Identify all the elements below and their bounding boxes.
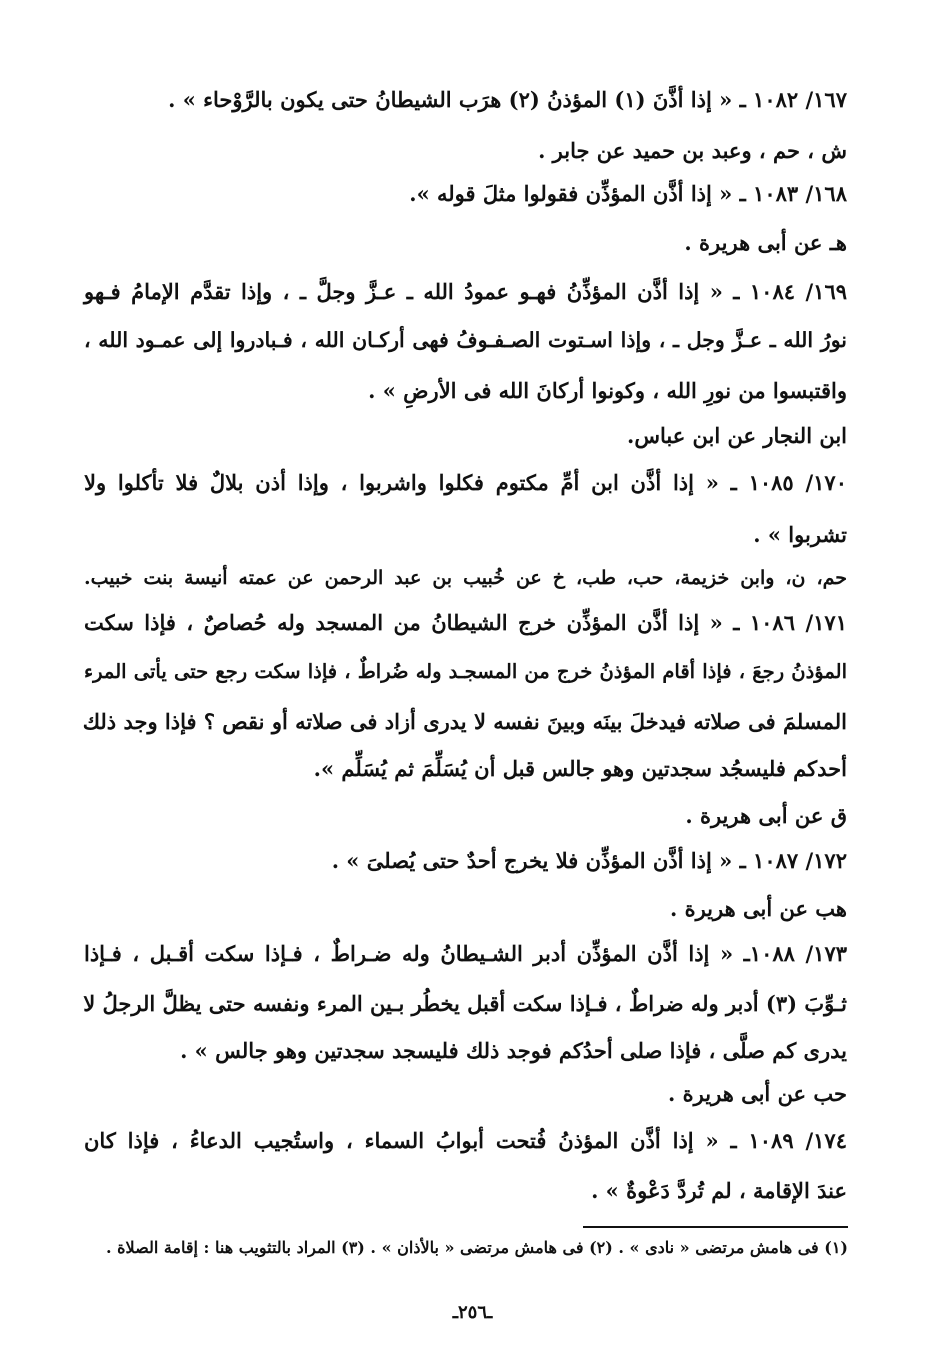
- hadith-171-line-2: المؤذنُ رجعَ ، فإذا أقام المؤذنُ خرج من المسجـد وله ضُراطٌ ، فإذا سكت رجع حتى يأتى المرء: [84, 660, 847, 683]
- hadith-167-source: ش ، حم ، وعبد بن حميد عن جابر .: [538, 138, 847, 163]
- footnotes: (١) فى هامش مرتضى « نادى » . (٢) فى هامش مرتضى « بالأذان » . (٣) المراد بالتثويب هنا : إقامة الصلاة .: [106, 1238, 848, 1257]
- hadith-169-line-3: واقتبسوا من نورِ الله ، وكونوا أركانَ الله فى الأرضِ » .: [368, 378, 847, 403]
- hadith-168-source: هـ عن أبى هريرة .: [684, 230, 847, 255]
- hadith-170-line-1: ١٧٠/ ١٠٨٥ ـ « إذا أذَّن ابن أمِّ مكتوم فكلوا واشربوا ، وإذا أذن بلالٌ فلا تأكلوا ولا: [84, 470, 847, 495]
- hadith-171-line-1: ١٧١/ ١٠٨٦ ـ « إذا أذَّن المؤذِّن خرج الشيطانُ من المسجد وله حُصاصٌ ، فإذا سكت: [84, 610, 847, 635]
- hadith-169-source: ابن النجار عن ابن عباس.: [627, 423, 847, 448]
- hadith-170-source: حم، ن، وابن خزيمة، حب، طب، خ عن خُبيب بن عبد الرحمن عن عمته أنيسة بنت خبيب.: [84, 567, 847, 589]
- hadith-171-line-3: المسلمَ فى صلاته فيدخلَ بينَه وبينَ نفسه لا يدرى أزاد فى صلاته أو نقص ؟ فإذا وجد ذلك: [82, 709, 847, 734]
- hadith-173-line-2: ثـوِّبَ (٣) أدبر وله ضراطٌ ، فـإذا سكت أقبل يخطُر بـين المرء ونفسه حتى يظلَّ الرجلُ لا: [83, 991, 847, 1016]
- hadith-174-line-1: ١٧٤/ ١٠٨٩ ـ « إذا أذَّن المؤذنُ فُتحت أبوابُ السماء ، واستُجيب الدعاءُ ، فإذا كان: [84, 1128, 847, 1153]
- hadith-169-line-1: ١٦٩/ ١٠٨٤ ـ « إذا أذَّن المؤذِّنُ فهـو عمودُ الله ـ عـزَّ وجلَّ ـ ، وإذا تقدَّم الإمامُ فـهو: [84, 279, 848, 304]
- hadith-172-source: هب عن أبى هريرة .: [669, 896, 847, 921]
- hadith-169-line-2: نورُ الله ـ عـزَّ وجل ـ ، وإذا اسـتوت الصـفـوفُ فهى أركـان الله ، فـبادروا إلى عمـود الله ،: [84, 328, 847, 352]
- hadith-171-source: ق عن أبى هريرة .: [685, 803, 847, 828]
- hadith-170-line-2: تشربوا » .: [753, 522, 847, 547]
- hadith-173-source: حب عن أبى هريرة .: [668, 1081, 847, 1106]
- hadith-173-line-1: ١٧٣/ ١٠٨٨ـ « إذا أذَّن المؤذِّن أدبر الشـيطانُ وله ضـراطٌ ، فـإذا سكت أقـبل ، فـإذا: [84, 941, 848, 966]
- hadith-173-line-3: يدرى كم صلَّى ، فإذا صلى أحدُكم فوجد ذلك فليسجد سجدتين وهو جالس » .: [180, 1038, 847, 1063]
- hadith-168-line-1: ١٦٨/ ١٠٨٣ ـ « إذا أذَّن المؤذِّن فقولوا مثلَ قوله ».: [409, 181, 847, 206]
- hadith-174-line-2: عندَ الإقامة ، لم تُردَّ دَعْوةٌ » .: [591, 1178, 847, 1203]
- hadith-172-line-1: ١٧٢/ ١٠٨٧ ـ « إذا أذَّن المؤذِّن فلا يخرج أحدٌ حتى يُصلىَ » .: [331, 848, 847, 873]
- page-number: ـ٢٥٦ـ: [452, 1302, 493, 1323]
- hadith-167-line-1: ١٦٧/ ١٠٨٢ ـ « إذا أذَّنَ (١) المؤذنُ (٢) هرَب الشيطانُ حتى يكون بالرَّوْحاء » .: [168, 87, 847, 112]
- hadith-171-line-4: أحدكم فليسجُد سجدتين وهو جالس قبل أن يُسَلِّمَ ثم يُسَلِّم ».: [313, 756, 847, 781]
- footnote-separator: [583, 1226, 848, 1228]
